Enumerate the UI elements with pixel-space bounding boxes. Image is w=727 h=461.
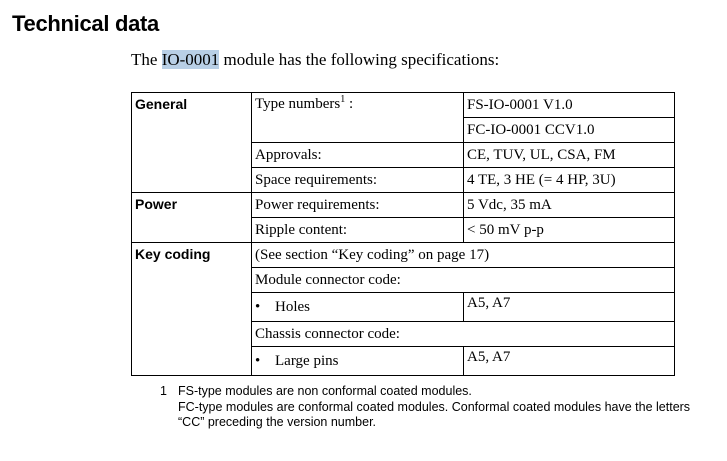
holes-label: • Holes: [252, 293, 464, 322]
power-requirements-value: 5 Vdc, 35 mA: [464, 193, 675, 218]
power-requirements-label: Power requirements:: [252, 193, 464, 218]
table-row: [132, 193, 675, 218]
key-coding-reference: (See section “Key coding” on page 17): [252, 243, 675, 268]
footnote-line: FS-type modules are non conformal coated modules.: [178, 384, 472, 398]
bullet-icon: •: [255, 352, 261, 369]
highlighted-module-name[interactable]: IO-0001: [161, 50, 220, 69]
bullet-icon: •: [255, 298, 261, 315]
space-value: 4 TE, 3 HE (= 4 HP, 3U): [464, 168, 675, 193]
intro-paragraph: [131, 50, 499, 70]
type-number-fc: FC-IO-0001 CCV1.0: [464, 118, 675, 143]
chassis-connector-label: Chassis connector code:: [252, 322, 675, 347]
table-row: [132, 243, 675, 268]
category-key-coding: Key coding: [132, 243, 252, 376]
footnote: [160, 384, 690, 431]
table-row: [132, 93, 675, 118]
type-numbers-label: Type numbers$^1$ :: [252, 93, 464, 143]
module-connector-label: Module connector code:: [252, 268, 675, 293]
intro-text-before: The: [131, 50, 162, 69]
large-pins-label: • Large pins: [252, 347, 464, 376]
page-title: Technical data: [12, 11, 159, 36]
footnote-ref: 1: [340, 94, 346, 105]
intro-text-after: module has the following specifications:: [219, 50, 500, 69]
type-number-fs: FS-IO-0001 V1.0: [464, 93, 675, 118]
large-pins-value: A5, A7: [464, 347, 675, 376]
ripple-value: < 50 mV p-p: [464, 218, 675, 243]
holes-value: A5, A7: [464, 293, 675, 322]
space-label: Space requirements:: [252, 168, 464, 193]
approvals-value: CE, TUV, UL, CSA, FM: [464, 143, 675, 168]
footnote-line: “CC” preceding the version number.: [178, 415, 377, 429]
footnote-number: 1: [160, 384, 167, 398]
category-general: General: [132, 93, 252, 193]
footnote-line: FC-type modules are conformal coated modules. Conformal coated modules have the letters: [178, 399, 691, 414]
category-power: Power: [132, 193, 252, 243]
specifications-table: [131, 92, 675, 376]
approvals-label: Approvals:: [252, 143, 464, 168]
ripple-label: Ripple content:: [252, 218, 464, 243]
